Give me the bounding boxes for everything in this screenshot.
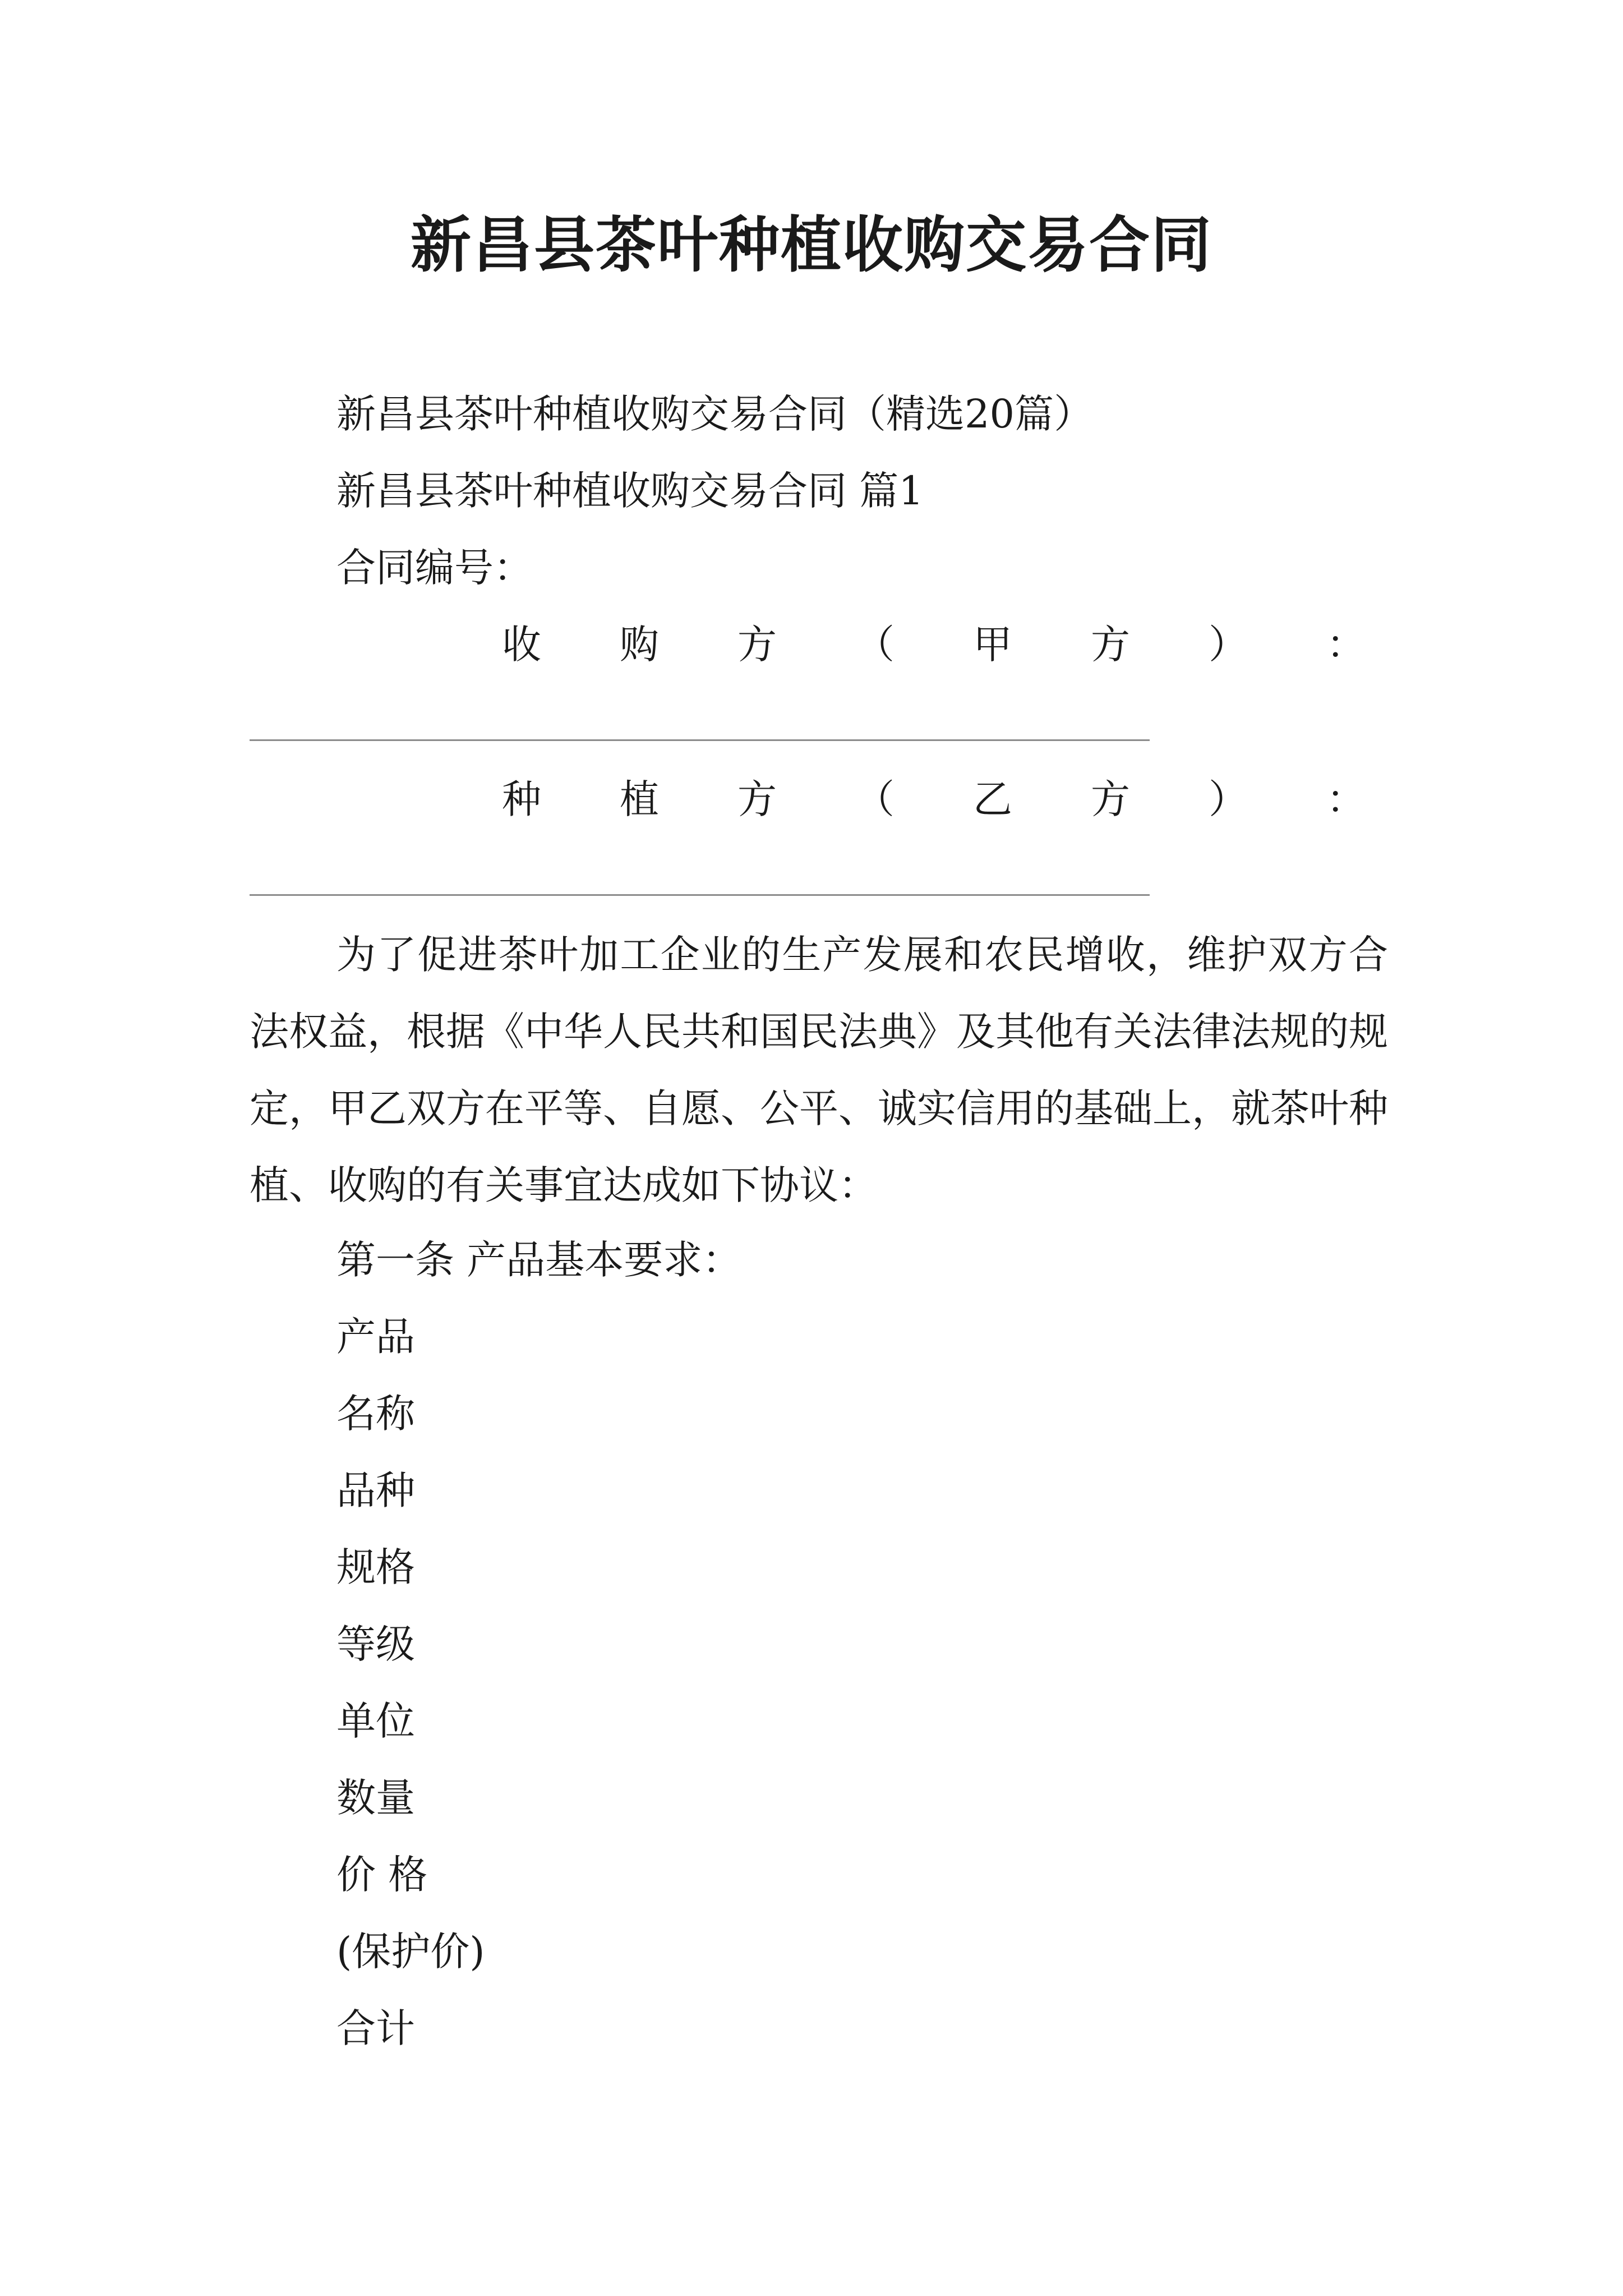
buyer-party-line bbox=[502, 622, 1366, 668]
buyer-party-char: （ bbox=[855, 622, 895, 668]
buyer-party-char: 购 bbox=[620, 622, 659, 668]
product-field-label: 名称 bbox=[336, 1391, 415, 1437]
grower-party-char: 乙 bbox=[973, 776, 1012, 822]
grower-party-line bbox=[502, 776, 1366, 822]
grower-party-char: ： bbox=[1326, 776, 1366, 822]
product-field-label: 规格 bbox=[336, 1544, 415, 1590]
product-field-label: 品种 bbox=[336, 1467, 415, 1513]
buyer-party-char: 收 bbox=[502, 622, 541, 668]
buyer-party-char: ： bbox=[1326, 622, 1366, 668]
buyer-party-char: 方 bbox=[1091, 622, 1130, 668]
product-field-label: 等级 bbox=[336, 1621, 415, 1667]
grower-party-char: 方 bbox=[1091, 776, 1130, 822]
article-1-heading: 第一条 产品基本要求： bbox=[336, 1237, 742, 1283]
intro-paragraph: 为了促进茶叶加工企业的生产发展和农民增收，维护双方合法权益，根据《中华人民共和国民法典》及其他有关法律法规的规定，甲乙双方在平等、自愿、公平、诚实信用的基础上，就茶叶种植、收购的有关事宜达成如下协议： bbox=[250, 932, 1388, 1208]
product-field-label: 单位 bbox=[336, 1698, 415, 1744]
buyer-fill-line bbox=[250, 739, 1150, 741]
grower-party-char: ） bbox=[1209, 776, 1248, 822]
buyer-party-char: ） bbox=[1209, 622, 1248, 668]
product-field-label: 合计 bbox=[336, 2005, 415, 2051]
grower-party-char: 种 bbox=[502, 776, 541, 822]
subtitle: 新昌县茶叶种植收购交易合同（精选20篇） bbox=[336, 391, 1094, 437]
grower-party-char: 方 bbox=[737, 776, 777, 822]
grower-party-char: （ bbox=[855, 776, 895, 822]
buyer-party-char: 方 bbox=[737, 622, 777, 668]
buyer-party-char: 甲 bbox=[973, 622, 1012, 668]
product-field-label: (保护价) bbox=[336, 1929, 485, 1975]
section-heading: 新昌县茶叶种植收购交易合同 篇1 bbox=[336, 468, 924, 514]
product-field-label: 数量 bbox=[336, 1775, 415, 1821]
product-field-label: 价 格 bbox=[336, 1852, 428, 1898]
grower-fill-line bbox=[250, 894, 1150, 896]
grower-party-char: 植 bbox=[620, 776, 659, 822]
contract-number-label: 合同编号： bbox=[336, 545, 533, 591]
product-field-label: 产品 bbox=[336, 1314, 415, 1360]
document-title: 新昌县茶叶种植收购交易合同 bbox=[410, 210, 1212, 280]
